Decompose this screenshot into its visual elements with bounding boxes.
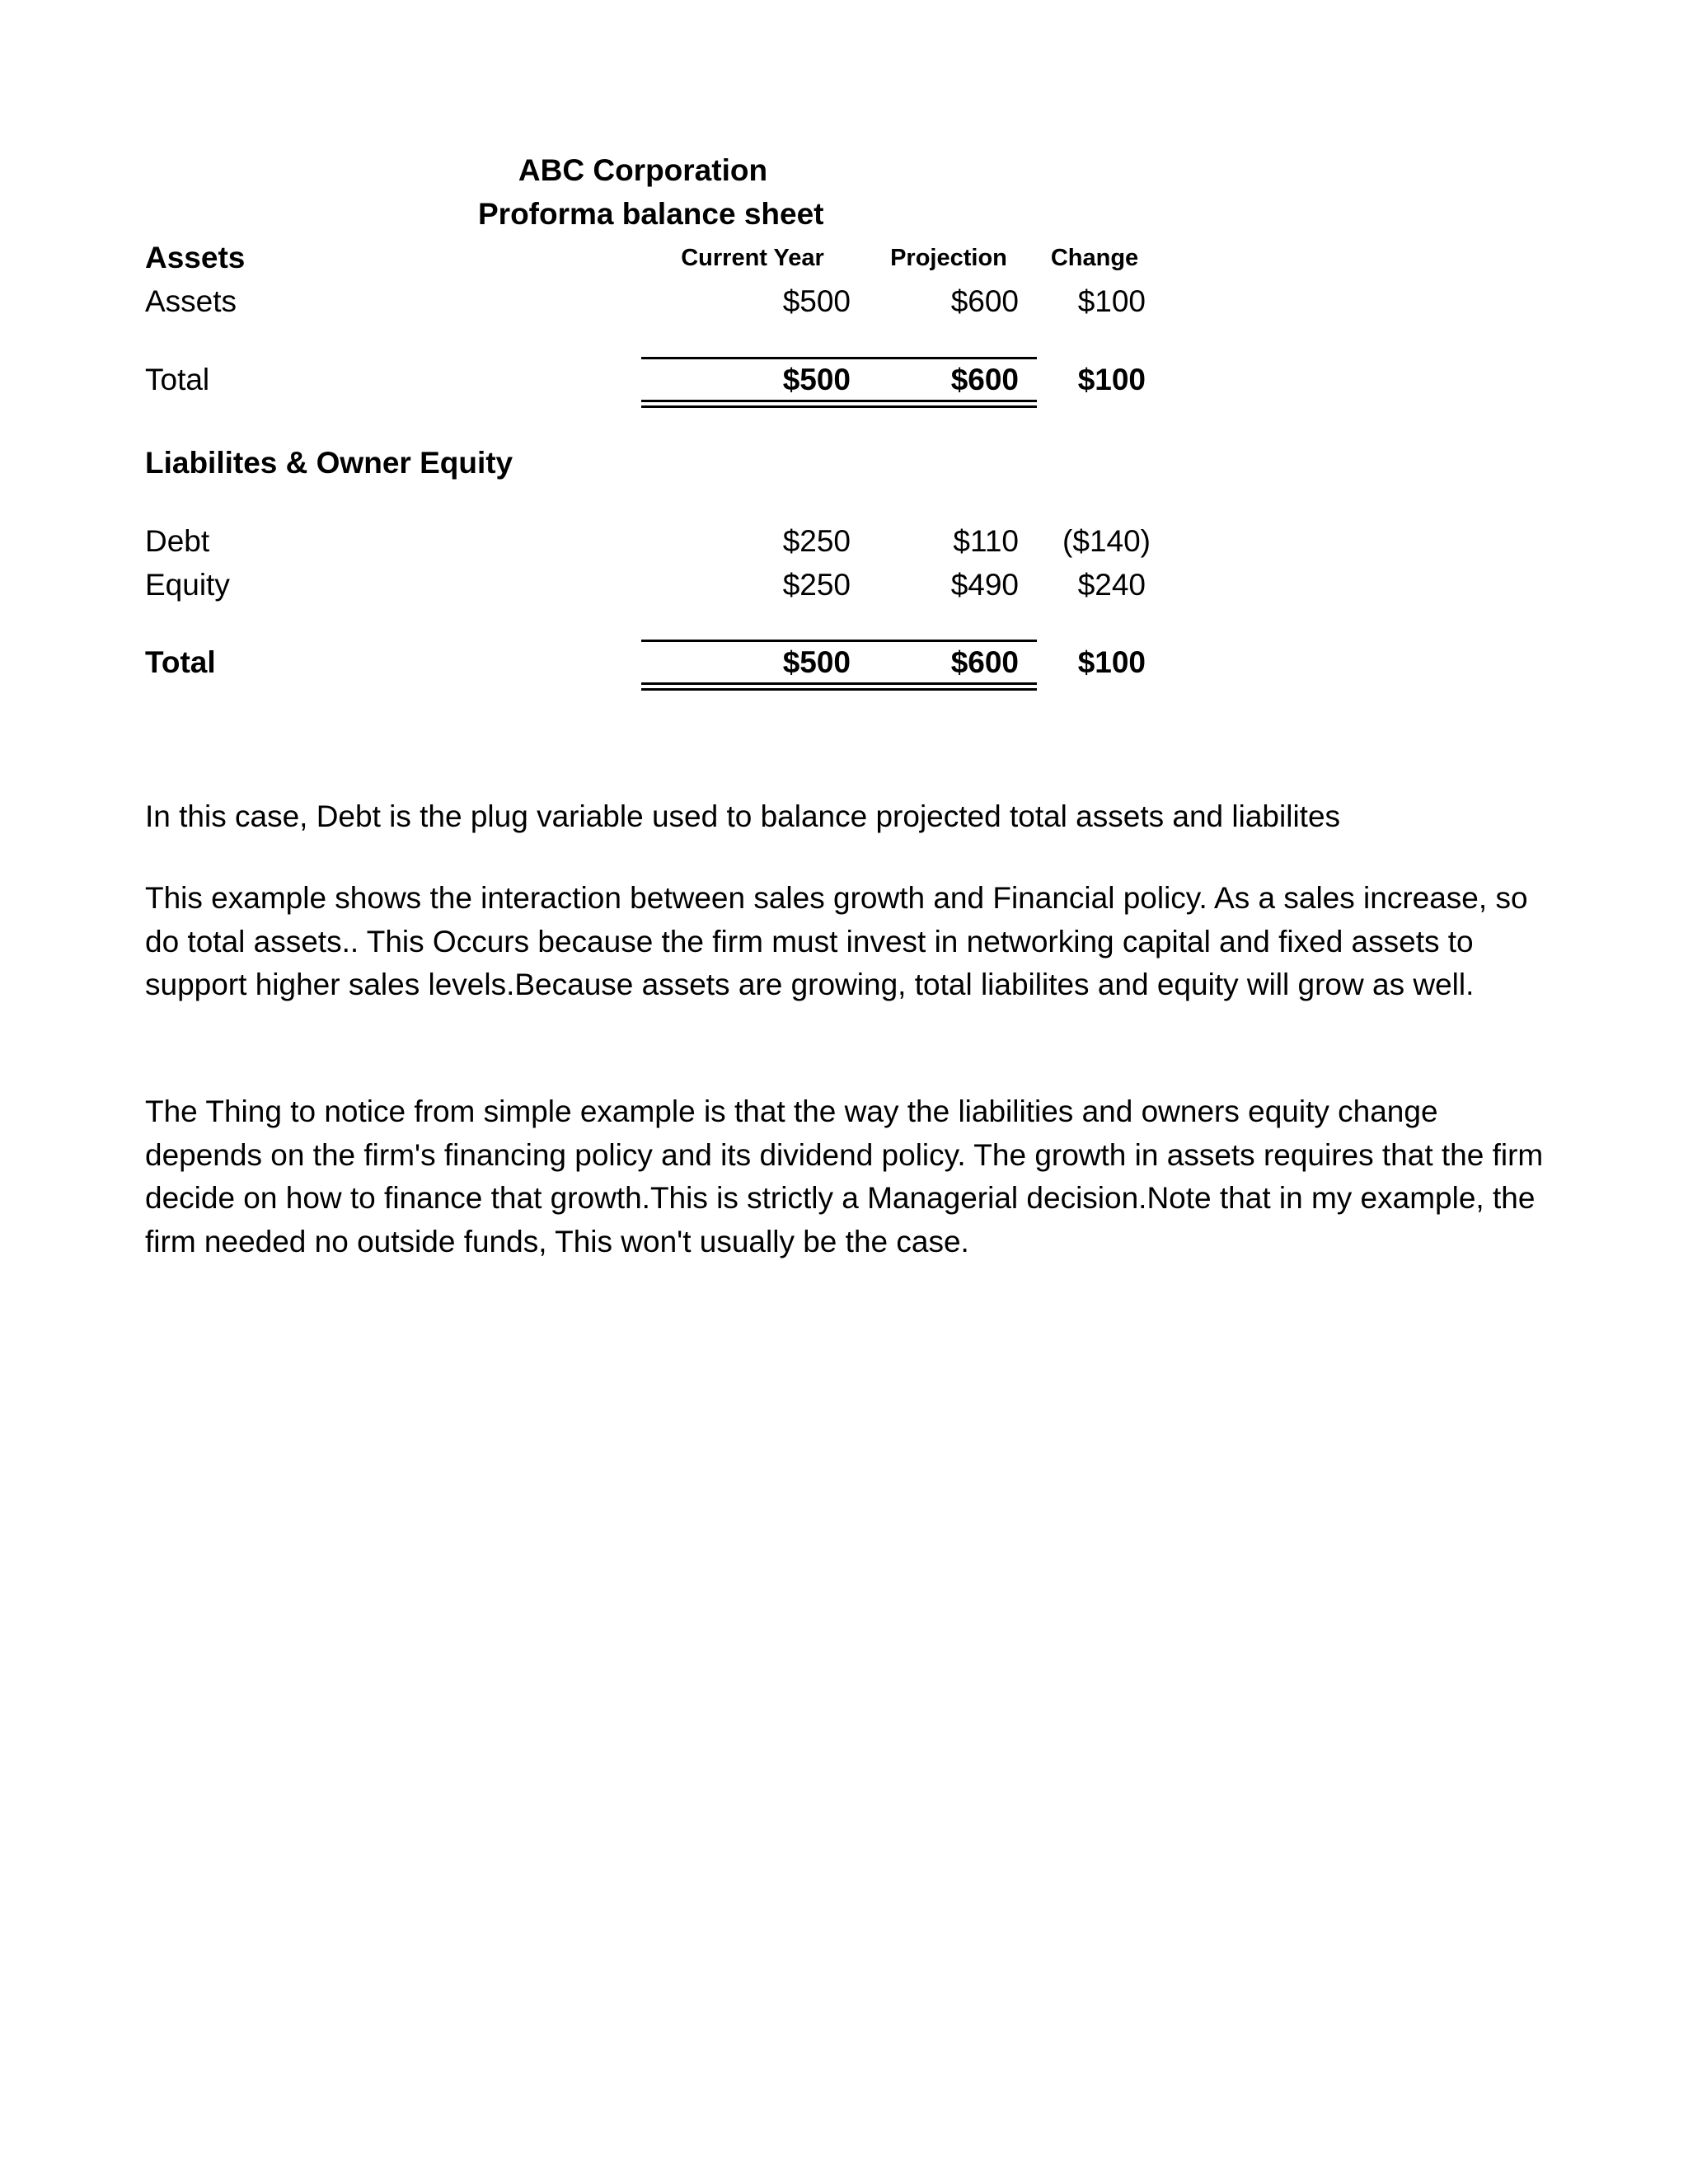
assets-total-current-value: $500 — [782, 363, 851, 396]
assets-change-value: $100 — [1077, 284, 1146, 318]
note-financing-policy: The Thing to notice from simple example is that the way the liabilities and owners equity change depends on the firm's financing policy and its dividend policy. The growth in assets requires that the firm decide on how to finance that growth.This is strictly a Managerial decision.Note that in my example, the firm needed no outside funds, This won't usually be the case. — [145, 1094, 1544, 1258]
debt-current-value: $250 — [782, 524, 851, 558]
assets-total-top-rule — [641, 357, 1037, 359]
assets-heading: Assets — [145, 241, 246, 274]
liabilities-total-double-rule — [641, 682, 1037, 691]
row-label-equity: Equity — [145, 568, 230, 602]
debt-change-value: ($140) — [1062, 524, 1151, 558]
report-title: Proforma balance sheet — [478, 197, 824, 231]
liabilities-heading: Liabilites & Owner Equity — [145, 446, 513, 480]
company-title: ABC Corporation — [518, 153, 768, 187]
equity-projection-value: $490 — [950, 568, 1019, 602]
row-label-assets: Assets — [145, 284, 237, 318]
row-label-debt: Debt — [145, 524, 210, 558]
assets-projection-value: $600 — [950, 284, 1019, 318]
liabilities-total-change-value: $100 — [1077, 645, 1146, 679]
note-sales-growth: This example shows the interaction between sales growth and Financial policy. As a sales increase, so do total assets.. This Occurs because the firm must invest in networking capital and fixed assets to support higher sales levels.Because assets are growing, total liabilites and equity will grow as well. — [145, 881, 1528, 1001]
equity-change-value: $240 — [1077, 568, 1146, 602]
assets-total-projection-value: $600 — [950, 363, 1019, 396]
column-header-current-year: Current Year — [681, 245, 824, 271]
liabilities-total-current-value: $500 — [782, 645, 851, 679]
assets-current-value: $500 — [782, 284, 851, 318]
liabilities-total-projection-value: $600 — [950, 645, 1019, 679]
row-label-liabilities-total: Total — [145, 645, 216, 679]
row-label-assets-total: Total — [145, 363, 210, 396]
assets-total-change-value: $100 — [1077, 363, 1146, 396]
liabilities-total-top-rule — [641, 640, 1037, 642]
assets-total-double-rule — [641, 400, 1037, 408]
column-header-change: Change — [1050, 245, 1139, 271]
column-header-projection: Projection — [890, 245, 1007, 271]
debt-projection-value: $110 — [953, 524, 1019, 558]
equity-current-value: $250 — [782, 568, 851, 602]
note-plug-variable: In this case, Debt is the plug variable used to balance projected total assets and liabilites — [145, 799, 1341, 833]
